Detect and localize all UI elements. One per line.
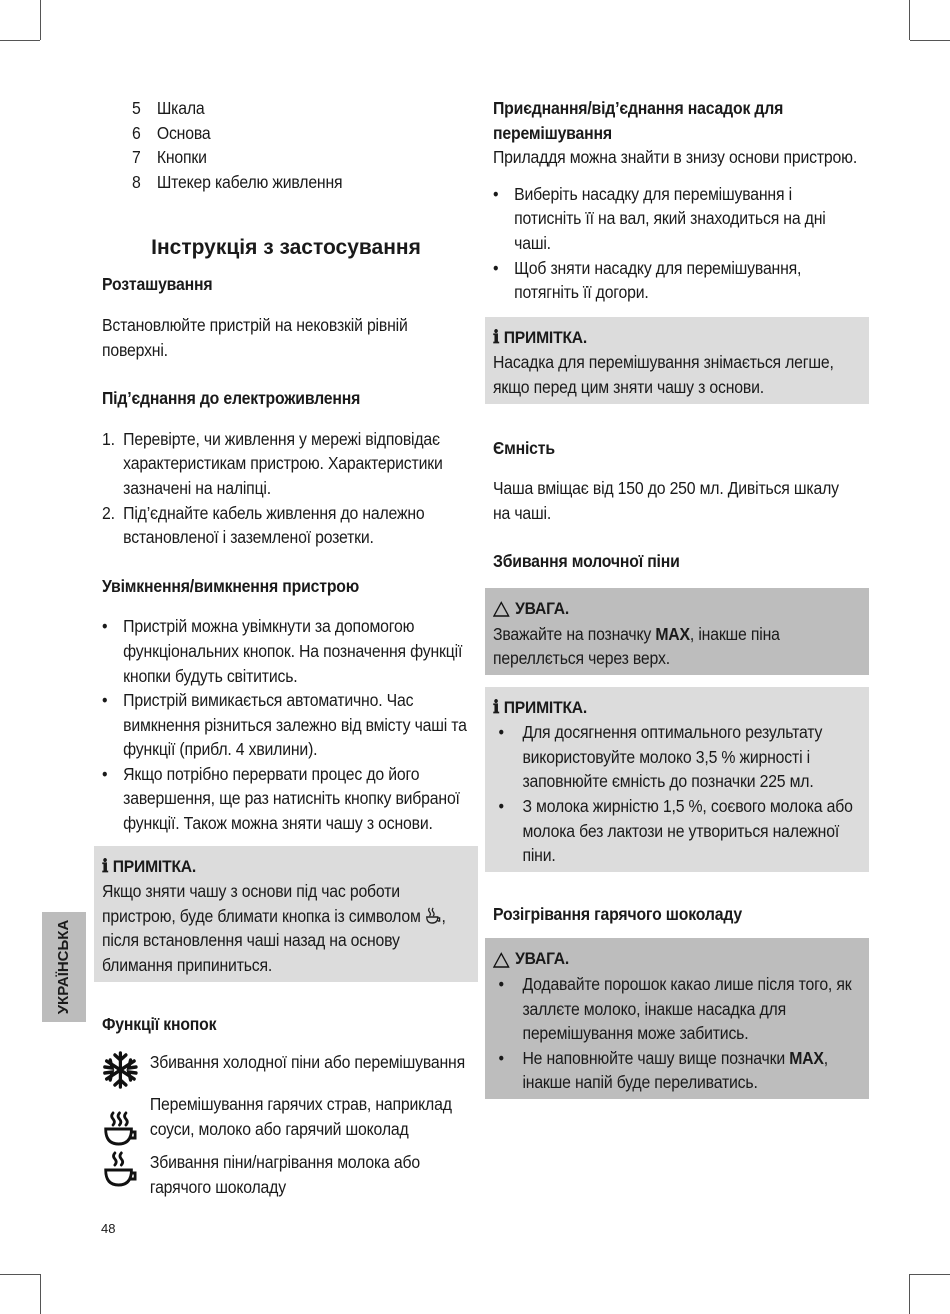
note-text: Насадка для перемішування знімається легше, якщо перед цим зняти чашу з основи. (493, 352, 834, 397)
list-item (102, 688, 468, 762)
bullet: • (102, 763, 108, 784)
step-number: 1. (102, 428, 115, 449)
bullet: • (498, 796, 504, 817)
section-heading-functions: Функції кнопок (102, 1013, 217, 1034)
left-column (102, 96, 470, 1201)
bullet: • (498, 974, 504, 995)
function-item (102, 1050, 468, 1090)
bullet: • (493, 257, 499, 278)
page-title: Інструкція з застосування (151, 236, 421, 260)
crop-mark (910, 1274, 950, 1275)
hot-cup-two-waves-icon (102, 1150, 139, 1190)
part-label: Штекер кабелю живлення (156, 171, 343, 192)
bullet-text: Для досягнення оптимального результату використовуйте молоко 3,5 % жирності і заповнюйте ємність до позначки 225 мл. (522, 722, 823, 792)
section-heading-attach: Приєднання/від’єднання насадок для перемішування (493, 98, 784, 143)
function-item (102, 1150, 468, 1199)
section-heading-froth: Збивання молочної піни (493, 551, 680, 572)
note-text (102, 879, 468, 977)
max-label: MAX (789, 1047, 824, 1068)
bullet-text: Щоб зняти насадку для перемішування, потягніть її догори. (514, 257, 802, 303)
crop-mark (910, 40, 950, 41)
right-column (493, 96, 861, 1099)
section-heading-chocolate: Розігрівання гарячого шоколаду (493, 903, 743, 924)
bullet-text-part: Не наповнюйте чашу вище позначки (522, 1047, 790, 1068)
note-title: ПРИМІТКА. (112, 856, 197, 876)
function-item (102, 1092, 468, 1148)
bullet: • (102, 690, 108, 711)
note-bullets (493, 720, 859, 868)
note-title: ПРИМІТКА. (503, 697, 588, 717)
bullet-text: Якщо потрібно перервати процес до його завершення, ще раз натисніть кнопку вибраної функції. Також можна зняти чашу з основи. (123, 763, 460, 834)
max-label: MAX (655, 623, 690, 644)
part-label: Шкала (156, 98, 205, 118)
warning-heading (493, 947, 859, 972)
warning-bullets (493, 972, 859, 1095)
warning-icon (493, 601, 510, 617)
list-item (132, 121, 498, 146)
warning-title: УВАГА. (515, 598, 570, 618)
function-text: Збивання піни/нагрівання молока або гарячого шоколаду (149, 1152, 420, 1197)
crop-mark (909, 1274, 910, 1314)
bullet-text: Пристрій можна увімкнути за допомогою функціональних кнопок. На позначення функції кнопки будуть світитись. (123, 616, 463, 686)
list-item (102, 614, 468, 688)
warning-text (493, 622, 859, 671)
bullet-text: Додавайте порошок какао лише після того, як заллєте молоко, інакше насадка для перемішування може забитись. (522, 974, 852, 1044)
step-number: 2. (102, 502, 115, 523)
list-item (132, 145, 498, 170)
section-heading-power: Під’єднання до електроживлення (102, 388, 361, 409)
info-icon: ℹ (493, 326, 500, 348)
part-number: 6 (132, 122, 141, 143)
bullet: • (498, 722, 504, 743)
note-title: ПРИМІТКА. (503, 327, 588, 347)
bullet-text (522, 1048, 828, 1093)
warning-text-part: Зважайте на позначку (493, 623, 656, 644)
snowflake-icon (102, 1050, 139, 1090)
part-number: 7 (132, 147, 141, 168)
power-steps (102, 427, 468, 550)
part-label: Основа (156, 122, 211, 143)
bullet-text: Пристрій вимикається автоматично. Час вимкнення різниться залежно від вмісту чаші та функції (прибл. 4 хвилини). (123, 690, 467, 760)
step-text: Під’єднайте кабель живлення до належно встановленої і заземленої розетки. (123, 502, 425, 548)
attach-text: Приладдя можна знайти в знизу основи пристрою. (493, 147, 858, 168)
part-number: 5 (132, 98, 141, 118)
note-heading (102, 855, 468, 880)
onoff-bullets (102, 614, 468, 835)
bullet-text: Виберіть насадку для перемішування і потисніть її на вал, який знаходиться на дні чаші. (514, 183, 826, 253)
crop-mark (0, 40, 40, 41)
note-text-part: Якщо зняти чашу з основи під час роботи пристрою, буде блимати кнопка із символом (102, 881, 421, 926)
note-box (485, 687, 869, 872)
list-item (102, 427, 468, 501)
language-tab (42, 912, 86, 1022)
bullet-text: З молока жирністю 1,5 %, соєвого молока або молока без лактози не утвориться належної піни. (522, 796, 853, 866)
warning-title: УВАГА. (515, 949, 570, 969)
section-heading-location: Розташування (102, 274, 213, 295)
list-item (493, 972, 859, 1046)
list-item (102, 762, 468, 836)
list-item (132, 96, 498, 121)
bullet: • (498, 1047, 504, 1068)
capacity-text: Чаша вміщає від 150 до 250 мл. Дивіться шкалу на чаші. (493, 478, 839, 523)
section-heading-capacity: Ємність (493, 437, 555, 458)
note-heading (493, 326, 859, 351)
info-icon: ℹ (493, 696, 500, 718)
hot-cup-three-waves-icon (102, 1110, 139, 1148)
warning-box (485, 588, 869, 675)
crop-mark (40, 1274, 41, 1314)
part-number: 8 (132, 171, 141, 192)
crop-mark (0, 1274, 40, 1275)
list-item (493, 1046, 859, 1095)
note-box (94, 846, 478, 982)
list-item (493, 182, 859, 256)
bullet: • (493, 183, 499, 204)
list-item (132, 170, 498, 195)
part-label: Кнопки (156, 147, 207, 168)
warning-heading (493, 597, 859, 622)
list-item (493, 256, 859, 305)
list-item (493, 794, 859, 868)
location-text: Встановлюйте пристрій на нековзкій рівній поверхні. (102, 314, 408, 360)
step-text: Перевірте, чи живлення у мережі відповідає характеристикам пристрою. Характеристики зазначені на наліпці. (123, 428, 443, 498)
note-text-part: , після встановлення чаші назад на основу блимання припиниться. (102, 905, 446, 976)
section-heading-onoff: Увімкнення/вимкнення пристрою (102, 575, 360, 596)
note-heading (493, 696, 859, 721)
info-icon: ℹ (102, 855, 109, 877)
list-item (102, 501, 468, 550)
hot-cup-icon (425, 907, 442, 925)
function-text: Перемішування гарячих страв, наприклад соуси, молоко або гарячий шоколад (149, 1094, 452, 1139)
warning-icon (493, 952, 510, 968)
crop-mark (40, 0, 41, 40)
bullet: • (102, 616, 108, 637)
language-tab-label: УКРАЇНСЬКА (55, 919, 72, 1015)
attach-bullets (493, 182, 859, 305)
warning-box (485, 938, 869, 1099)
page-number: 48 (101, 1221, 116, 1236)
crop-mark (909, 0, 910, 40)
parts-list (132, 96, 498, 194)
warning-text-part: , інакше піна переллється через верх. (493, 623, 780, 669)
note-box (485, 317, 869, 404)
bullet-text-part: , інакше напій буде переливатись. (522, 1047, 828, 1093)
function-text: Збивання холодної піни або перемішування (149, 1052, 465, 1073)
list-item (493, 720, 859, 794)
